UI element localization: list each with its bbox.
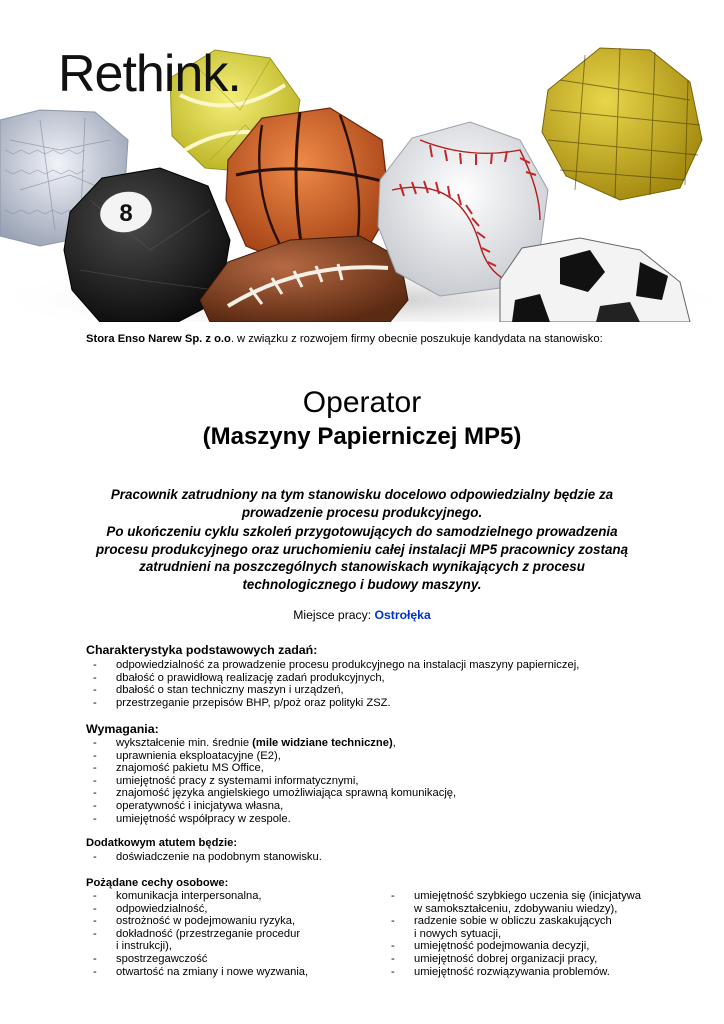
requirements-heading: Wymagania:: [86, 722, 159, 736]
list-item: - znajomość pakietu MS Office,: [86, 762, 646, 775]
list-item: - spostrzegawczość: [86, 953, 376, 966]
workplace-label: Miejsce pracy:: [293, 608, 375, 622]
list-item-text: dokładność (przestrzeganie procedur: [116, 927, 301, 940]
list-item-text: ,: [392, 737, 396, 749]
paper-ball-gold: [542, 48, 702, 200]
banner-headline: Rethink.: [58, 45, 241, 103]
list-item-text: radzenie sobie w obliczu zaskakujących: [414, 915, 612, 928]
list-item: - odpowiedzialność za prowadzenie procesu produkcyjnego na instalacji maszyny papierniczej,: [86, 659, 646, 672]
list-item-text: wykształcenie min. średnie: [116, 737, 253, 749]
duties-list: [86, 659, 646, 709]
list-item-continuation: w samokształceniu, zdobywaniu wiedzy),: [414, 902, 618, 915]
list-item: [86, 928, 376, 953]
job-subtitle: (Maszyny Papierniczej MP5): [202, 423, 522, 450]
list-item: - umiejętność rozwiązywania problemów.: [384, 966, 674, 979]
workplace-city: Ostrołęka: [374, 608, 431, 622]
list-item: - dbałość o prawidłową realizację zadań produkcyjnych,: [86, 672, 646, 685]
list-item: - umiejętność podejmowania decyzji,: [384, 940, 674, 953]
list-item: - doświadczenie na podobnym stanowisku.: [86, 851, 646, 864]
workplace-line: [0, 608, 724, 622]
duties-heading: Charakterystyka podstawowych zadań:: [86, 643, 318, 657]
intro-text: . w związku z rozwojem firmy obecnie poszukuje kandydata na stanowisko:: [230, 333, 603, 345]
list-item: - komunikacja interpersonalna,: [86, 890, 376, 903]
traits-list-right: [384, 890, 674, 978]
list-item: [86, 737, 646, 750]
requirements-list: [86, 737, 646, 825]
crumpled-balls-illustration: [0, 0, 724, 322]
list-item: - odpowiedzialność,: [86, 903, 376, 916]
lead-line: procesu produkcyjnego oraz uruchomieniu całej instalacji MP5 pracownicy zostaną: [95, 541, 629, 557]
lead-line: zatrudnieni na poszczególnych stanowiskach wynikających z procesu: [139, 559, 585, 574]
list-item-continuation: i instrukcji),: [116, 940, 172, 953]
company-name: Stora Enso Narew Sp. z o.o: [86, 333, 231, 345]
list-item-continuation: i nowych sytuacji,: [414, 927, 502, 940]
paper-ball-football: [200, 236, 408, 322]
eight-ball-number: 8: [119, 200, 133, 227]
list-item: - otwartość na zmiany i nowe wyzwania,: [86, 966, 376, 979]
list-item: - uprawnienia eksploatacyjne (E2),: [86, 750, 646, 763]
lead-line: Po ukończeniu cyklu szkoleń przygotowujących do samodzielnego prowadzenia: [106, 524, 618, 539]
list-item: - ostrożność w podejmowaniu ryzyka,: [86, 915, 376, 928]
list-item: [384, 890, 674, 915]
traits-heading: Pożądane cechy osobowe:: [86, 877, 229, 889]
list-item-text: umiejętność szybkiego uczenia się (inicjatywa: [414, 890, 641, 902]
list-item: - przestrzeganie przepisów BHP, p/poż oraz polityki ZSZ.: [86, 697, 646, 710]
list-item: - umiejętność dobrej organizacji pracy,: [384, 953, 674, 966]
lead-line: Pracownik zatrudniony na tym stanowisku docelowo odpowiedzialny będzie za: [110, 487, 614, 502]
lead-paragraph-2: [90, 523, 634, 593]
bonus-list: [86, 851, 646, 864]
list-item: - operatywność i inicjatywa własna,: [86, 800, 646, 813]
list-item: - umiejętność współpracy w zespole.: [86, 813, 646, 826]
list-item: [384, 915, 674, 940]
paper-ball-soccer: [500, 238, 690, 322]
list-item: - umiejętność pracy z systemami informatycznymi,: [86, 775, 646, 788]
bonus-heading: Dodatkowym atutem będzie:: [86, 837, 238, 849]
list-item: - dbałość o stan techniczny maszyn i urządzeń,: [86, 684, 646, 697]
job-title: Operator: [302, 386, 422, 419]
traits-list-left: [86, 890, 376, 978]
list-item-emphasis: (mile widziane techniczne): [252, 737, 393, 749]
lead-line: prowadzenie procesu produkcyjnego.: [241, 504, 483, 520]
lead-paragraph-1: [90, 486, 634, 521]
list-item: - znajomość języka angielskiego umożliwiająca sprawną komunikację,: [86, 787, 646, 800]
lead-line: technologicznego i budowy maszyny.: [242, 576, 482, 592]
intro-line: [86, 333, 603, 345]
header-banner-image: [0, 0, 724, 322]
